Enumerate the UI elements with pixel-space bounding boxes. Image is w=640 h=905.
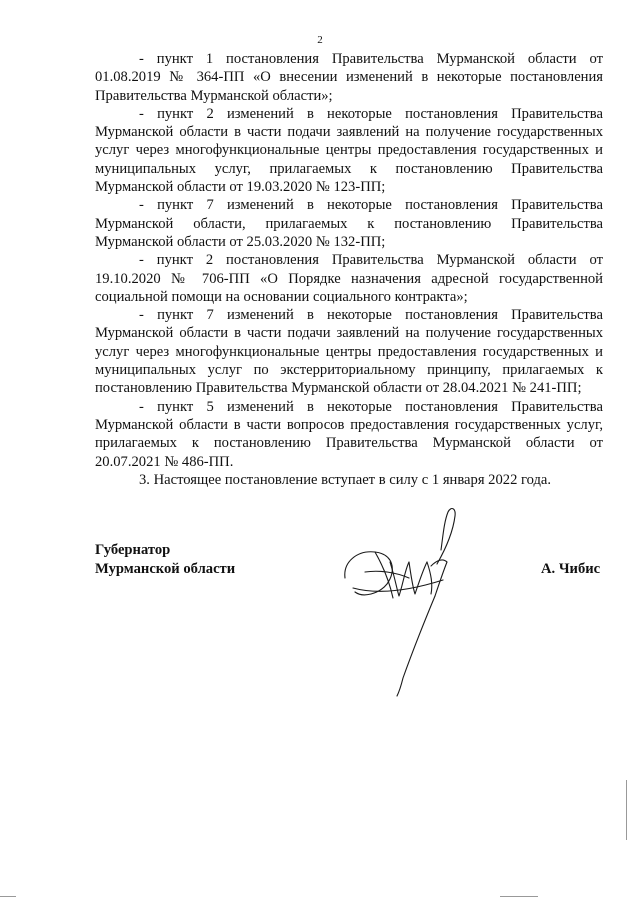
paragraph-effective-date: 3. Настоящее постановление вступает в силу с 1 января 2022 года. [139,471,552,488]
paragraph-item-1: - пункт 1 постановления Правительства Мурманской области от 01.08.2019 № 364-ПП «О внесении изменений в некоторые постановления Правительства Мурманской области»; [95,51,603,104]
paragraph-item-3: - пункт 7 изменений в некоторые постановления Правительства Мурманской области, прилагаемых к постановлению Правительства Мурманской области от 25.03.2020 № 132-ПП; [95,197,603,250]
handwritten-signature [335,500,475,700]
signatory-position [95,541,235,579]
paragraph-item-5: - пункт 7 изменений в некоторые постановления Правительства Мурманской области в части подачи заявлений на получение государственных услуг через многофункциональные центры предоставления государственных и муниципальных услуг по экстерриториальному принципу, прилагаемых к постановлению Правительства Мурманской области от 28.04.2021 № 241-ПП; [95,307,603,397]
paragraph-item-2: - пункт 2 изменений в некоторые постановления Правительства Мурманской области в части подачи заявлений на получение государственных услуг через многофункциональные центры предоставления государственных и муниципальных услуг, прилагаемых к постановлению Правительства Мурманской области от 19.03.2020 № 123-ПП; [95,105,603,196]
scan-edge-mark [0,896,16,897]
signatory-name: А. Чибис [541,561,601,577]
signatory-region: Мурманской области [95,561,236,577]
document-body [95,50,603,489]
scan-edge-mark [626,780,627,840]
signatory-title: Губернатор [95,542,171,558]
paragraph-item-6: - пункт 5 изменений в некоторые постановления Правительства Мурманской области в части вопросов предоставления государственных услуг, прилагаемых к постановлению Правительства Мурманской области от 20.07.2021 № 486-ПП. [95,398,603,470]
page-number: 2 [317,34,323,46]
paragraph-item-4: - пункт 2 постановления Правительства Мурманской области от 19.10.2020 № 706-ПП «О Порядке назначения адресной государственной социальной помощи на основании социального контракта»; [95,252,603,305]
scan-edge-mark [500,896,538,897]
